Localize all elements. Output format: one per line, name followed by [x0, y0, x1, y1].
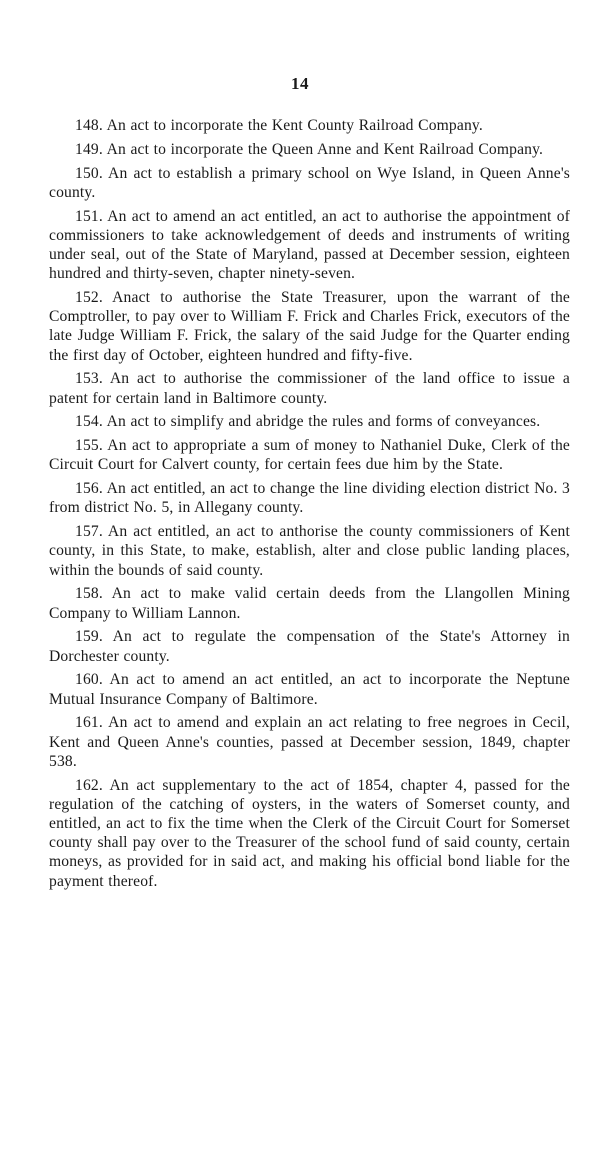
- act-151: 151. An act to amend an act entitled, an act to authorise the appointment of commissioners to take acknowledgement of deeds and instruments of writing under seal, out of the State of Maryland, passed at December session, eighteen hundred and thirty-seven, chapter ninety-seven.: [49, 207, 570, 283]
- act-153: 153. An act to authorise the commissioner of the land office to issue a patent for certain land in Baltimore county.: [49, 370, 570, 407]
- act-158: 158. An act to make valid certain deeds from the Llangollen Mining Company to William Lannon.: [49, 585, 570, 622]
- act-154: 154. An act to simplify and abridge the rules and forms of conveyances.: [75, 413, 541, 431]
- act-156: 156. An act entitled, an act to change the line dividing election district No. 3 from district No. 5, in Allegany county.: [49, 480, 570, 517]
- act-159: 159. An act to regulate the compensation of the State's Attorney in Dorchester county.: [49, 628, 570, 665]
- act-157: 157. An act entitled, an act to anthorise the county commissioners of Kent county, in this State, to make, establish, alter and close public landing places, within the bounds of said county.: [49, 523, 570, 579]
- act-148: 148. An act to incorporate the Kent County Railroad Company.: [75, 117, 483, 134]
- act-152: 152. Anact to authorise the State Treasurer, upon the warrant of the Comptroller, to pay over to William F. Frick and Charles Frick, executors of the late Judge William F. Frick, the salary of the said Judge for the Quarter ending the first day of October, eighteen hundred and fifty-five.: [49, 289, 570, 364]
- act-160: 160. An act to amend an act entitled, an act to incorporate the Neptune Mutual Insurance Company of Baltimore.: [49, 671, 570, 708]
- act-161: 161. An act to amend and explain an act relating to free negroes in Cecil, Kent and Queen Anne's counties, passed at December session, 1849, chapter 538.: [49, 714, 570, 770]
- acts-list: [49, 116, 570, 895]
- act-150: 150. An act to establish a primary school on Wye Island, in Queen Anne's county.: [49, 164, 570, 201]
- act-155: 155. An act to appropriate a sum of money to Nathaniel Duke, Clerk of the Circuit Court for Calvert county, for certain fees due him by the State.: [49, 437, 570, 474]
- act-162: 162. An act supplementary to the act of 1854, chapter 4, passed for the regulation of the catching of oysters, in the waters of Somerset county, and entitled, an act to fix the time when the Clerk of the Circuit Court for Somerset county shall pay over to the Treasurer of the school fund of said county, certain moneys, as provided for in said act, and making his official bond liable for the payment thereof.: [49, 776, 570, 890]
- act-149: 149. An act to incorporate the Queen Anne and Kent Railroad Company.: [75, 140, 544, 158]
- page-number: 14: [291, 74, 309, 93]
